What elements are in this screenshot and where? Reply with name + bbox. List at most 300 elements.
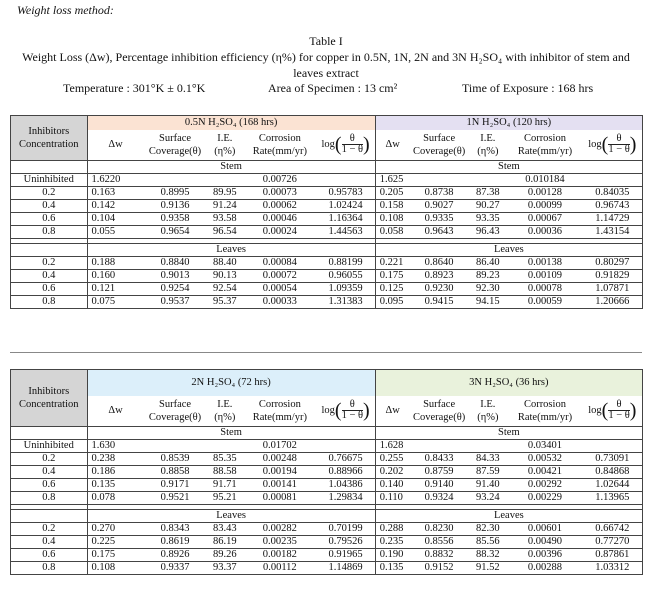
left-ie-header [206, 130, 243, 160]
log-fraction [608, 400, 629, 421]
ie-cell: 89.95 [206, 186, 243, 199]
surface-cell: 0.9254 [144, 282, 207, 295]
dw-cell: 0.158 [375, 199, 410, 212]
table-row [11, 186, 643, 199]
dw-cell: 0.163 [87, 186, 144, 199]
table-row [11, 295, 643, 308]
surface-cell: 0.8556 [410, 535, 469, 548]
left-group-title: 2N H₂SO₄ (72 hrs) [87, 370, 375, 397]
section-spacer [11, 509, 88, 522]
right-cr-header-line2: Rate(mm/yr) [517, 411, 573, 423]
log-cell: 1.02644 [583, 478, 643, 491]
empty-cell [317, 439, 376, 452]
concentration-cell: 0.8 [11, 491, 88, 504]
dw-cell: 0.110 [375, 491, 410, 504]
right-surface-header [410, 396, 469, 426]
ie-cell: 91.71 [206, 478, 243, 491]
cr-cell: 0.00141 [243, 478, 316, 491]
dw-cell: 0.135 [87, 478, 144, 491]
log-ratio-header [583, 130, 643, 160]
left-cr-header-line2: Rate(mm/yr) [252, 145, 307, 157]
right-cr-header-line2: Rate(mm/yr) [517, 145, 573, 157]
cr-cell: 0.00033 [243, 295, 316, 308]
surface-cell: 0.8832 [410, 548, 469, 561]
ie-cell: 87.38 [468, 186, 507, 199]
table-row [11, 465, 643, 478]
ie-cell: 86.19 [206, 535, 243, 548]
concentration-cell: 0.6 [11, 478, 88, 491]
ie-cell: 89.26 [206, 548, 243, 561]
ie-cell: 84.33 [468, 452, 507, 465]
cr-cell: 0.00182 [243, 548, 316, 561]
table-row [11, 452, 643, 465]
right-ie-header-line2: (η%) [477, 411, 499, 423]
section-label-leaves: Leaves [375, 509, 642, 522]
left-surface-header [144, 396, 207, 426]
right-ie-header-line2: (η%) [477, 145, 499, 157]
log-label: log [588, 139, 602, 151]
dw-cell: 0.235 [375, 535, 410, 548]
surface-cell: 0.8539 [144, 452, 207, 465]
table-row [11, 522, 643, 535]
ie-cell: 86.40 [468, 256, 507, 269]
cr-cell: 0.00235 [243, 535, 316, 548]
left-surface-header [144, 130, 207, 160]
left-ie-header-line1: I.E. [217, 132, 233, 144]
log-cell: 0.66742 [583, 522, 643, 535]
dw-cell: 0.205 [375, 186, 410, 199]
table-row [11, 491, 643, 504]
surface-cell: 0.8738 [410, 186, 469, 199]
right-ie-header [468, 396, 507, 426]
fraction-denominator: 1 − θ [608, 144, 630, 156]
surface-cell: 0.8923 [410, 269, 469, 282]
concentration-cell: 0.8 [11, 295, 88, 308]
left-dw-header: Δw [87, 396, 144, 426]
log-cell: 1.14729 [583, 212, 643, 225]
log-cell: 0.91965 [317, 548, 376, 561]
log-label: log [321, 405, 335, 417]
surface-cell: 0.9171 [144, 478, 207, 491]
surface-cell: 0.9415 [410, 295, 469, 308]
ie-cell: 91.24 [206, 199, 243, 212]
log-cell: 0.87861 [583, 548, 643, 561]
surface-cell: 0.9230 [410, 282, 469, 295]
table-caption: Weight Loss (Δw), Percentage inhibition efficiency (η%) for copper in 0.5N, 1N, 2N and 3N H₂SO₄ with inhibitor of stem and leaves extract [22, 50, 630, 80]
log-cell: 0.88199 [317, 256, 376, 269]
fraction-denominator: 1 − θ [341, 410, 364, 422]
log-cell: 1.09359 [317, 282, 376, 295]
surface-cell: 0.9136 [144, 199, 207, 212]
left-cr-header [243, 396, 316, 426]
cr-cell: 0.00292 [507, 478, 582, 491]
ie-cell: 91.40 [468, 478, 507, 491]
concentration-cell: 0.4 [11, 269, 88, 282]
concentration-cell: 0.2 [11, 186, 88, 199]
concentration-cell: 0.8 [11, 561, 88, 574]
log-label: log [321, 139, 335, 151]
ie-cell: 92.54 [206, 282, 243, 295]
ie-cell: 93.35 [468, 212, 507, 225]
surface-cell: 0.9337 [144, 561, 207, 574]
cr-cell: 0.00036 [507, 225, 582, 238]
log-ratio-header [583, 396, 643, 426]
section-label-stem: Stem [87, 160, 375, 173]
dw-cell: 0.108 [375, 212, 410, 225]
cr-cell: 0.00072 [243, 269, 316, 282]
dw-cell: 0.270 [87, 522, 144, 535]
section-label-leaves: Leaves [87, 509, 375, 522]
concentration-cell: 0.2 [11, 256, 88, 269]
log-cell: 0.88966 [317, 465, 376, 478]
right-surface-header-line1: Surface [423, 398, 456, 410]
cr-cell: 0.00601 [507, 522, 582, 535]
ie-cell: 91.52 [468, 561, 507, 574]
surface-cell: 0.8995 [144, 186, 207, 199]
dw-cell: 0.055 [87, 225, 144, 238]
empty-cell [144, 439, 207, 452]
ie-cell: 85.56 [468, 535, 507, 548]
cr-cell: 0.00024 [243, 225, 316, 238]
concentration-cell: 0.6 [11, 548, 88, 561]
dw-cell: 0.175 [87, 548, 144, 561]
fraction-numerator: θ [608, 134, 629, 145]
right-ie-header-line1: I.E. [480, 398, 496, 410]
uninhibited-right-cr: 0.03401 [507, 439, 582, 452]
table-row [11, 199, 643, 212]
cr-cell: 0.00138 [507, 256, 582, 269]
empty-cell [317, 173, 376, 186]
table-row [11, 225, 643, 238]
ie-cell: 83.43 [206, 522, 243, 535]
section-spacer [11, 160, 88, 173]
right-surface-header [410, 130, 469, 160]
cr-cell: 0.00046 [243, 212, 316, 225]
left-ie-header [206, 396, 243, 426]
log-cell: 0.76675 [317, 452, 376, 465]
surface-cell: 0.8759 [410, 465, 469, 478]
ie-cell: 88.58 [206, 465, 243, 478]
paren-close: ) [363, 399, 370, 422]
dw-cell: 0.108 [87, 561, 144, 574]
table-row [11, 478, 643, 491]
surface-cell: 0.8926 [144, 548, 207, 561]
uninhibited-right-dw: 1.628 [375, 439, 410, 452]
dw-cell: 0.104 [87, 212, 144, 225]
uninhibited-label: Uninhibited [11, 173, 88, 186]
exposure-note: Time of Exposure : 168 hrs [462, 81, 594, 95]
surface-cell: 0.9521 [144, 491, 207, 504]
cr-cell: 0.00078 [507, 282, 582, 295]
fraction-numerator: θ [342, 134, 363, 145]
surface-cell: 0.9140 [410, 478, 469, 491]
log-cell: 0.79526 [317, 535, 376, 548]
cr-cell: 0.00067 [507, 212, 582, 225]
log-cell: 0.91829 [583, 269, 643, 282]
log-cell: 1.43154 [583, 225, 643, 238]
empty-cell [410, 439, 469, 452]
table-row [11, 269, 643, 282]
dw-cell: 0.238 [87, 452, 144, 465]
empty-cell [206, 439, 243, 452]
concentration-header: Inhibitors Concentration [11, 116, 88, 161]
area-note: Area of Specimen : 13 cm² [268, 81, 398, 95]
empty-cell [410, 173, 469, 186]
surface-cell: 0.8343 [144, 522, 207, 535]
concentration-cell: 0.2 [11, 522, 88, 535]
cr-cell: 0.00084 [243, 256, 316, 269]
dw-cell: 0.190 [375, 548, 410, 561]
ie-cell: 92.30 [468, 282, 507, 295]
left-cr-header-line1: Corrosion [258, 132, 301, 144]
right-group-title: 1N H₂SO₄ (120 hrs) [375, 116, 642, 131]
log-cell: 0.77270 [583, 535, 643, 548]
fraction-numerator: θ [608, 400, 629, 411]
cr-cell: 0.00099 [507, 199, 582, 212]
uninhibited-left-cr: 0.01702 [243, 439, 316, 452]
concentration-cell: 0.6 [11, 212, 88, 225]
right-ie-header-line1: I.E. [480, 132, 496, 144]
paren-close: ) [629, 399, 637, 422]
section-label-leaves: Leaves [375, 243, 642, 256]
log-cell: 0.96055 [317, 269, 376, 282]
uninhibited-right-dw: 1.625 [375, 173, 410, 186]
cr-cell: 0.00112 [243, 561, 316, 574]
cr-cell: 0.00421 [507, 465, 582, 478]
surface-cell: 0.8640 [410, 256, 469, 269]
right-cr-header-line1: Corrosion [523, 398, 566, 410]
ie-cell: 90.27 [468, 199, 507, 212]
fraction-numerator: θ [342, 400, 363, 411]
log-cell: 1.14869 [317, 561, 376, 574]
right-cr-header-line1: Corrosion [523, 132, 566, 144]
section-spacer [11, 243, 88, 256]
log-cell: 1.07871 [583, 282, 643, 295]
log-cell: 0.80297 [583, 256, 643, 269]
left-dw-header: Δw [87, 130, 144, 160]
section-label-leaves: Leaves [87, 243, 375, 256]
left-surface-header-line2: Coverage(θ) [148, 411, 202, 423]
ie-cell: 88.40 [206, 256, 243, 269]
table-row [11, 561, 643, 574]
log-ratio-header [317, 130, 376, 160]
log-cell: 0.84035 [583, 186, 643, 199]
uninhibited-label: Uninhibited [11, 439, 88, 452]
empty-cell [468, 173, 507, 186]
table-row [11, 282, 643, 295]
dw-cell: 0.221 [375, 256, 410, 269]
table-row [11, 535, 643, 548]
section-spacer [11, 426, 88, 439]
log-cell: 1.44563 [317, 225, 376, 238]
divider-line [10, 352, 642, 353]
surface-cell: 0.9027 [410, 199, 469, 212]
left-group-title: 0.5N H₂SO₄ (168 hrs) [87, 116, 375, 131]
ie-cell: 89.23 [468, 269, 507, 282]
right-ie-header [468, 130, 507, 160]
dw-cell: 0.125 [375, 282, 410, 295]
concentration-cell: 0.8 [11, 225, 88, 238]
section-label-stem: Stem [375, 426, 642, 439]
log-fraction [342, 134, 363, 155]
concentration-cell: 0.4 [11, 199, 88, 212]
table-row [11, 256, 643, 269]
left-surface-header-line1: Surface [158, 132, 192, 144]
uninhibited-left-cr: 0.00726 [243, 173, 316, 186]
cr-cell: 0.00194 [243, 465, 316, 478]
dw-cell: 0.121 [87, 282, 144, 295]
paren-open: ( [601, 133, 609, 156]
ie-cell: 93.37 [206, 561, 243, 574]
log-ratio-header [317, 396, 376, 426]
cr-cell: 0.00229 [507, 491, 582, 504]
ie-cell: 95.37 [206, 295, 243, 308]
surface-cell: 0.9537 [144, 295, 207, 308]
left-ie-header-line2: (η%) [214, 411, 236, 423]
paren-open: ( [334, 399, 342, 422]
log-cell: 0.70199 [317, 522, 376, 535]
right-surface-header-line1: Surface [423, 132, 456, 144]
ie-cell: 90.13 [206, 269, 243, 282]
left-cr-header-line2: Rate(mm/yr) [252, 411, 307, 423]
cr-cell: 0.00532 [507, 452, 582, 465]
ie-cell: 94.15 [468, 295, 507, 308]
dw-cell: 0.140 [375, 478, 410, 491]
weight-loss-table-2 [10, 369, 643, 575]
dw-cell: 0.175 [375, 269, 410, 282]
right-dw-header: Δw [375, 130, 410, 160]
right-surface-header-line2: Coverage(θ) [412, 411, 466, 423]
concentration-cell: 0.4 [11, 535, 88, 548]
empty-cell [144, 173, 207, 186]
ie-cell: 88.32 [468, 548, 507, 561]
surface-cell: 0.8840 [144, 256, 207, 269]
cr-cell: 0.00288 [507, 561, 582, 574]
surface-cell: 0.9013 [144, 269, 207, 282]
dw-cell: 0.075 [87, 295, 144, 308]
cr-cell: 0.00062 [243, 199, 316, 212]
cr-cell: 0.00054 [243, 282, 316, 295]
uninhibited-left-dw: 1.6220 [87, 173, 144, 186]
concentration-cell: 0.6 [11, 282, 88, 295]
log-cell: 1.04386 [317, 478, 376, 491]
surface-cell: 0.8433 [410, 452, 469, 465]
surface-cell: 0.8230 [410, 522, 469, 535]
surface-cell: 0.9358 [144, 212, 207, 225]
surface-cell: 0.9654 [144, 225, 207, 238]
ie-cell: 95.21 [206, 491, 243, 504]
section-label-stem: Stem [87, 426, 375, 439]
surface-cell: 0.8858 [144, 465, 207, 478]
cr-cell: 0.00248 [243, 452, 316, 465]
paren-open: ( [601, 399, 609, 422]
log-cell: 1.16364 [317, 212, 376, 225]
right-group-title: 3N H₂SO₄ (36 hrs) [375, 370, 642, 397]
log-cell: 0.84868 [583, 465, 643, 478]
surface-cell: 0.9152 [410, 561, 469, 574]
ie-cell: 96.43 [468, 225, 507, 238]
left-surface-header-line2: Coverage(θ) [148, 145, 202, 157]
ie-cell: 93.58 [206, 212, 243, 225]
cr-cell: 0.00490 [507, 535, 582, 548]
ie-cell: 93.24 [468, 491, 507, 504]
right-surface-header-line2: Coverage(θ) [412, 145, 466, 157]
table-row [11, 212, 643, 225]
dw-cell: 0.135 [375, 561, 410, 574]
concentration-cell: 0.2 [11, 452, 88, 465]
left-ie-header-line2: (η%) [214, 145, 236, 157]
ie-cell: 87.59 [468, 465, 507, 478]
section-label-stem: Stem [375, 160, 642, 173]
concentration-cell: 0.4 [11, 465, 88, 478]
empty-cell [583, 173, 643, 186]
log-cell: 1.31383 [317, 295, 376, 308]
weight-loss-table-1 [10, 115, 643, 309]
empty-cell [468, 439, 507, 452]
empty-cell [583, 439, 643, 452]
temperature-note: Temperature : 301°K ± 0.1°K [63, 81, 206, 95]
log-cell: 1.29834 [317, 491, 376, 504]
left-surface-header-line1: Surface [158, 398, 192, 410]
surface-cell: 0.8619 [144, 535, 207, 548]
uninhibited-left-dw: 1.630 [87, 439, 144, 452]
dw-cell: 0.058 [375, 225, 410, 238]
log-cell: 0.96743 [583, 199, 643, 212]
dw-cell: 0.186 [87, 465, 144, 478]
paren-open: ( [334, 133, 342, 156]
surface-cell: 0.9335 [410, 212, 469, 225]
empty-cell [206, 173, 243, 186]
cr-cell: 0.00282 [243, 522, 316, 535]
cr-cell: 0.00396 [507, 548, 582, 561]
log-cell: 1.02424 [317, 199, 376, 212]
dw-cell: 0.255 [375, 452, 410, 465]
uninhibited-right-cr: 0.010184 [507, 173, 582, 186]
dw-cell: 0.188 [87, 256, 144, 269]
log-fraction [342, 400, 363, 421]
log-fraction [608, 134, 629, 155]
dw-cell: 0.288 [375, 522, 410, 535]
log-label: log [588, 405, 602, 417]
dw-cell: 0.202 [375, 465, 410, 478]
log-cell: 1.03312 [583, 561, 643, 574]
right-cr-header [507, 130, 582, 160]
cr-cell: 0.00109 [507, 269, 582, 282]
left-cr-header [243, 130, 316, 160]
log-cell: 1.20666 [583, 295, 643, 308]
log-cell: 0.73091 [583, 452, 643, 465]
ie-cell: 85.35 [206, 452, 243, 465]
table-title: Table I [309, 34, 343, 48]
paren-close: ) [363, 133, 370, 156]
right-cr-header [507, 396, 582, 426]
dw-cell: 0.078 [87, 491, 144, 504]
ie-cell: 82.30 [468, 522, 507, 535]
surface-cell: 0.9324 [410, 491, 469, 504]
cr-cell: 0.00073 [243, 186, 316, 199]
log-cell: 1.13965 [583, 491, 643, 504]
ie-cell: 96.54 [206, 225, 243, 238]
cr-cell: 0.00128 [507, 186, 582, 199]
cr-cell: 0.00081 [243, 491, 316, 504]
table-row [11, 548, 643, 561]
left-ie-header-line1: I.E. [217, 398, 233, 410]
left-cr-header-line1: Corrosion [258, 398, 301, 410]
section-heading: Weight loss method: [17, 3, 114, 17]
fraction-denominator: 1 − θ [341, 144, 364, 156]
log-cell: 0.95783 [317, 186, 376, 199]
fraction-denominator: 1 − θ [608, 410, 630, 422]
